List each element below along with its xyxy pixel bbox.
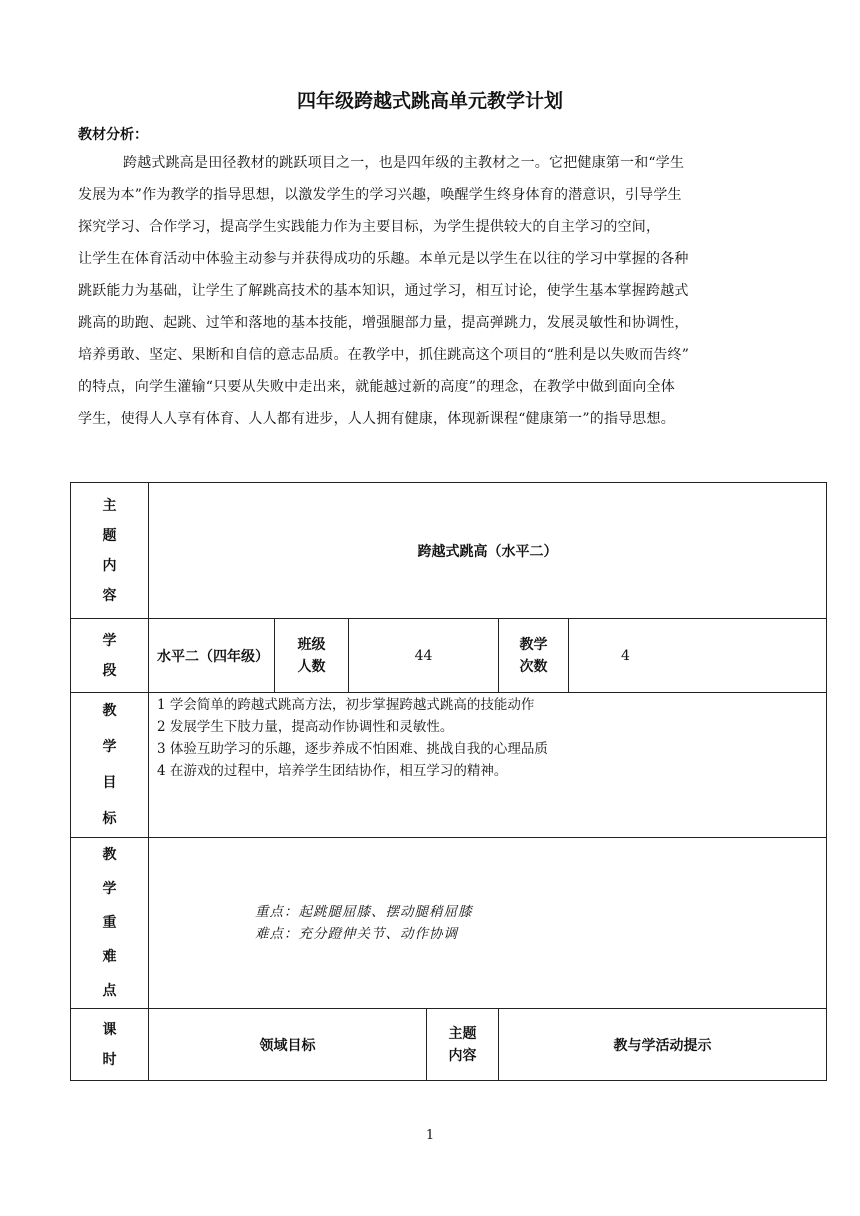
analysis-line: 跳高的助跑、起跳、过竿和落地的基本技能，增强腿部力量，提高弹跳力，发展灵敏性和协调性，: [78, 315, 689, 331]
class-size-label: 班级 人数: [275, 619, 349, 693]
stage-label: 学 段: [71, 619, 149, 693]
analysis-line: 培养勇敢、坚定、果断和自信的意志品质。在教学中，抓住跳高这个项目的“胜利是以失败而告终”: [78, 347, 690, 363]
analysis-line: 学生，使得人人享有体育、人人都有进步，人人拥有健康，体现新课程“健康第一”的指导思想。: [78, 411, 675, 427]
sessions-label: 教学 次数: [499, 619, 569, 693]
goal-item: 3 体验互助学习的乐趣，逐步养成不怕困难、挑战自我的心理品质: [157, 741, 548, 757]
class-size-value: 44: [349, 619, 499, 693]
analysis-line: 发展为本”作为教学的指导思想，以激发学生的学习兴趣，唤醒学生终身体育的潜意识，引导学生: [78, 187, 682, 203]
page-title: 四年级跨越式跳高单元教学计划: [296, 90, 563, 112]
stage-row: [71, 619, 827, 693]
difficult-point: 难点：充分蹬伸关节、动作协调: [255, 926, 458, 942]
theme-label: 主 题 内 容: [71, 483, 149, 619]
analysis-line: 探究学习、合作学习，提高学生实践能力作为主要目标，为学生提供较大的自主学习的空间，: [78, 219, 661, 235]
key-points-content: [149, 838, 827, 1009]
domain-goal-header: 领域目标: [149, 1009, 427, 1081]
lesson-label: 课 时: [71, 1009, 149, 1081]
theme-row: [71, 483, 827, 619]
unit-plan-table: [70, 482, 827, 1081]
page-number: 1: [425, 1128, 435, 1143]
key-point: 重点：起跳腿屈膝、摆动腿稍屈膝: [255, 904, 473, 920]
analysis-line: 跳跃能力为基础，让学生了解跳高技术的基本知识，通过学习，相互讨论，使学生基本掌握跨越式: [78, 283, 689, 299]
stage-value: 水平二（四年级）: [149, 619, 275, 693]
analysis-line: 让学生在体育活动中体验主动参与并获得成功的乐趣。本单元是以学生在以往的学习中掌握的各种: [78, 251, 689, 267]
goals-list: [149, 693, 827, 838]
theme-value: 跨越式跳高（水平二）: [149, 483, 827, 619]
activities-header: 教与学活动提示: [499, 1009, 827, 1081]
goal-item: 4 在游戏的过程中，培养学生团结协作，相互学习的精神。: [157, 763, 508, 779]
goals-label: 教 学 目 标: [71, 693, 149, 838]
analysis-line: 跨越式跳高是田径教材的跳跃项目之一，也是四年级的主教材之一。它把健康第一和“学生: [123, 155, 685, 171]
goals-row: [71, 693, 827, 838]
sessions-value: 4: [569, 619, 827, 693]
goal-item: 2 发展学生下肢力量，提高动作协调性和灵敏性。: [157, 719, 454, 735]
lesson-header-row: [71, 1009, 827, 1081]
section-heading-analysis: 教材分析：: [78, 127, 148, 143]
key-points-label: 教 学 重 难 点: [71, 838, 149, 1009]
topic-header: 主题 内容: [427, 1009, 499, 1081]
key-points-row: [71, 838, 827, 1009]
analysis-line: 的特点，向学生灌输“只要从失败中走出来，就能越过新的高度”的理念，在教学中做到面向全体: [78, 379, 675, 395]
goal-item: 1 学会简单的跨越式跳高方法，初步掌握跨越式跳高的技能动作: [157, 697, 535, 713]
